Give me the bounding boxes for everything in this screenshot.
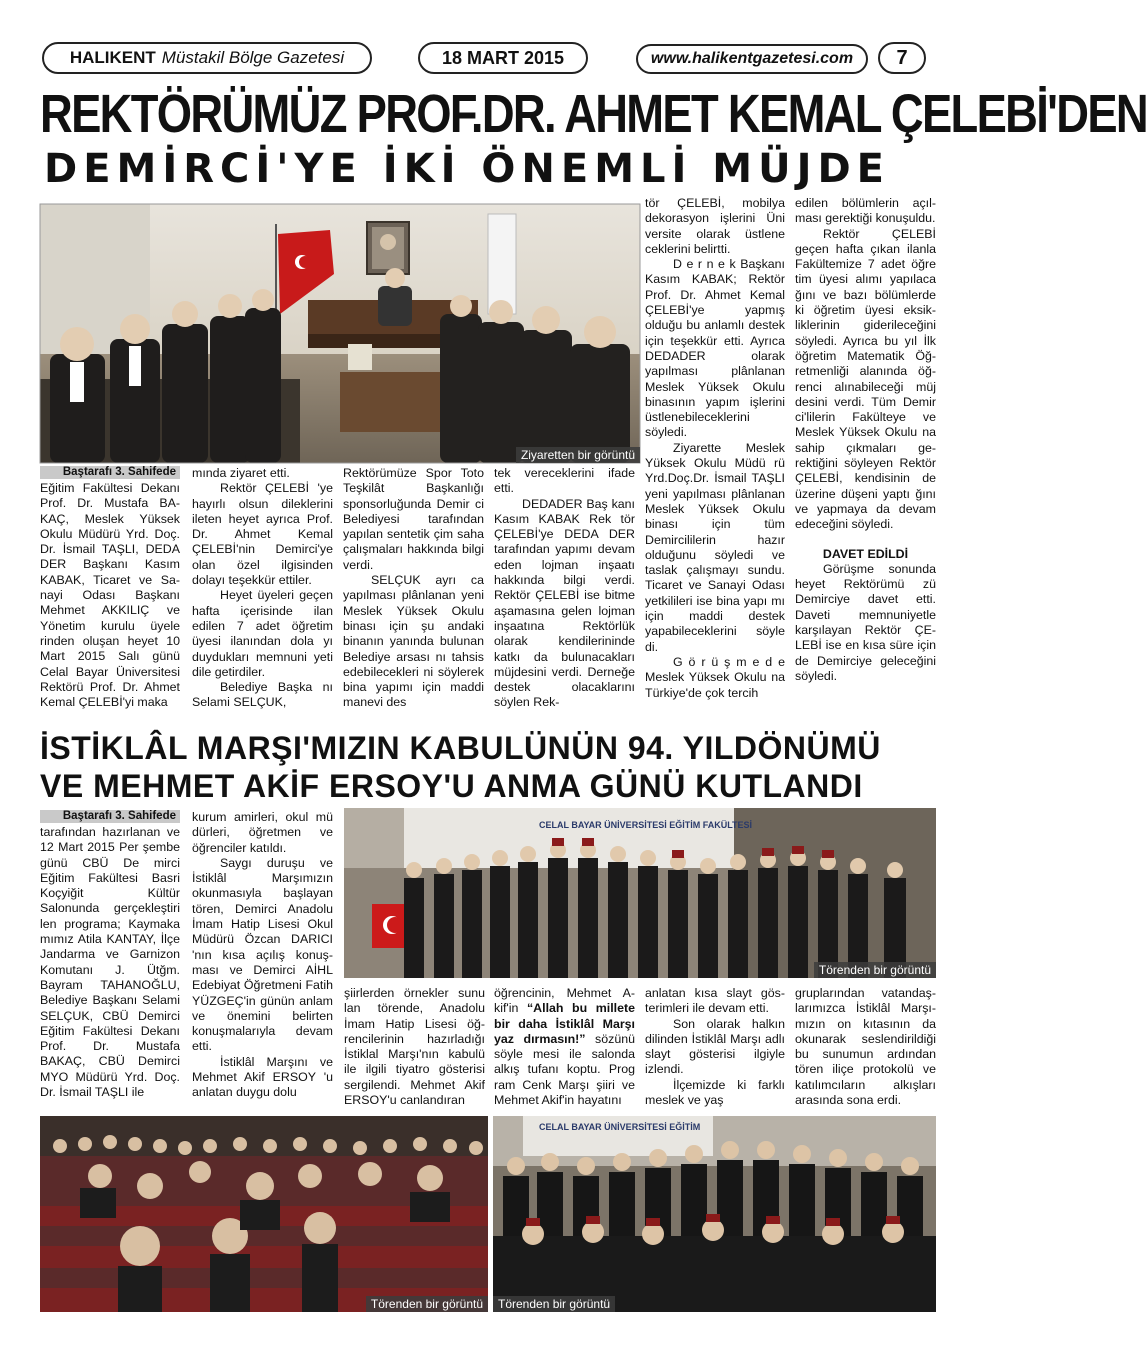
article2-column-5 [645, 986, 785, 1108]
article2-column-6 [795, 986, 936, 1108]
article1-headline: REKTÖRÜMÜZ PROF.DR. AHMET KEMAL ÇELEBİ'DEN [40, 84, 1147, 144]
article1-column-5 [645, 196, 785, 701]
photo-caption: Törenden bir görüntü [814, 962, 936, 978]
article2-column-4 [494, 986, 635, 1108]
article1-text: Eğitim Fakültesi Dekanı Prof. Dr. Mustafa BAKAÇ, Meslek Yüksek Okulu Müdürü Yrd. Doç. Dr. İsmail TAŞLI, DEDA DER Başkanı Kasım KABAK, Ticaret ve Sanayi Odası Başkanı Mehmet AKKILIÇ ve Yönetim kurulu üyele rinden oluşan heyet 10 Mart 2015 Salı günü Celal Bayar Üniversitesi Rektörü Prof. Dr. Ahmet Kemal ÇELEBİ'yi maka [40, 481, 180, 710]
photo-caption: Törenden bir görüntü [493, 1296, 615, 1312]
article2-headline: İSTİKLÂL MARŞI'MIZIN KABULÜNÜN 94. YILDÖNÜMÜ [40, 730, 881, 766]
article1-text: Rektör ÇELEBİ geçen hafta çıkan ilanla Fakültemize 7 adet öğre tim üyesi alımı yapılaca ğını ve bazı bölümlerde ki öğretim üyesi eksikliklerinin giderileceğini söyledi. Ayrıca bu yıl İlk öğretim Matematik Öğretmenliği alanında öğrenci alınabileceği müj desini verdi. Tüm Demir ci'lilerin Fakülteye ve Meslek Yüksek Okulu na sahip çıkmaları gerektiğini söyleyen Rektör ÇELEBİ, kendisinin de üzerine düşeni yaptı ğını ve yapmaya da devam edeceğini söyledi. [795, 226, 936, 532]
article1-text: Rektör ÇELEBİ 'ye hayırlı olsun dileklerini ileten heyet ayrıca Prof. Dr. Ahmet Kemal ÇELEBİ'nin Demirci'ye olan özel ilgisinden dolayı teşekkür ettiler. [192, 481, 333, 588]
article2-subheadline: VE MEHMET AKİF ERSOY'U ANMA GÜNÜ KUTLANDI [40, 768, 863, 804]
article1-text: G ö r ü ş m e d e Meslek Yüksek Okulu na Türkiye'de çok tercih [645, 654, 785, 700]
article1-text: Görüşme sonunda heyet Rektörümü zü Demirciye davet etti. Daveti memnuniyetle karşılayan Rektör ÇELEBİ ise en kısa süre için de Demirciye geleceğini söyledi. [795, 561, 936, 683]
article2-text: İstiklâl Marşını ve Mehmet Akif ERSOY 'u anlatan duygu dolu [192, 1054, 333, 1100]
article1-text: edilen bölümlerin açılması gerektiği konuşuldu. [795, 196, 936, 226]
article2-text: şiirlerden örnekler sunu lan törende, Anadolu İmam Hatip Lisesi öğrencilerinin hazırladığı İstiklal Marşı'nın kabulü ile ilgili tiyatro gösterisi sergilendi. Mehmet Akif ERSOY'u canlandıran [344, 986, 485, 1108]
ceremony-photo-students [493, 1116, 936, 1312]
masthead [42, 42, 372, 74]
article1-photo [40, 204, 640, 463]
article2-text: Son olarak halkın dilinden İstiklâl Marşı adlı slayt gösterisi ilgiyle izlendi. [645, 1016, 785, 1077]
office-visit-image [40, 204, 640, 463]
article1-column-1 [40, 466, 180, 710]
article2-text: kurum amirleri, okul mü dürleri, öğretmen ve öğrenciler katıldı. [192, 810, 333, 855]
article1-text: DEDADER Baş kanı Kasım KABAK Rek tör ÇELEBİ'ye DEDA DER tarafından yapımı devam eden lojman inşaatı hakkında bilgi verdi. Rektör ÇELEBİ ise bitme aşamasına gelen lojman inşaatına Rektörlük olarak kendilerininde katkı da bulunacakları müjdesini verdi. Derneğe destek olacaklarını söylen Rek- [494, 496, 635, 710]
photo-caption: Ziyaretten bir görüntü [516, 447, 640, 463]
students-group-image [493, 1116, 936, 1312]
audience-image [40, 1116, 488, 1312]
article2-text [494, 986, 635, 1108]
page-number: 7 [878, 42, 926, 74]
ceremony-photo-main [344, 808, 936, 978]
article2-text: tarafından hazırlanan ve 12 Mart 2015 Per şembe günü CBÜ De mirci Eğitim Fakültesi Basri Koçyiğit Kültür Salonunda gerçekleştiri len programa; Kaymaka mımız Atila KANTAY, İlçe Jandarma ve Garnizon Komutanı J. Ütğm. Bayram TAHANOĞLU, Belediye Başkanı Selami SELÇUK, CBÜ Demirci Eğitim Fakültesi Dekanı Prof. Dr. Mustafa BAKAÇ, CBÜ Demirci MYO Müdürü Yrd. Doç. Dr. İsmail TAŞLI ile [40, 825, 180, 1100]
article1-text: Rektörümüze Spor Toto Teşkilât Başkanlığı sponsorluğunda Demir ci Belediyesi tarafından yapılan sentetik çim saha çalışmaları hakkında bilgi verdi. [343, 466, 484, 572]
article1-column-2 [192, 466, 333, 711]
article2-column-2 [192, 810, 333, 1101]
article1-text: Ziyarette Meslek Yüksek Okulu Müdü rü Yrd.Doç.Dr. İsmail TAŞLI yeni yapılması plânlanan Meslek Yüksek Okulu binası için tüm Demircililerin hazır olduğunu söyledi ve taslak çalışmayı sundu. Ticaret ve Sanayi Odası yetkilileri ise bina yapı mı için maddi destek yapabileceklerini söyle di. [645, 440, 785, 654]
article1-column-3 [343, 466, 484, 711]
akif-quote: “Allah bu millete bir daha İstiklâl Marşı yaz dırmasın!” [494, 1001, 635, 1046]
ceremony-group-image [344, 808, 936, 978]
article2-text: gruplarından vatandaşlarımızca İstiklâl Marşımızın on kıtasının da okunarak seslendirildiği bu sunumun ardından tören iliçe protokolü ve katılımcıların alkışları arasında sona erdi. [795, 986, 936, 1108]
article2-text: Saygı duruşu ve İstiklâl Marşımızın okunmasıyla başlayan tören, Demirci Anadolu İmam Hatip Lisesi Okul Müdürü Özcan DARICI 'nın kısa açılış konuşması ve Demirci AİHL Edebiyat Öğretmeni Fatih YÜZGEÇ'in günün anlam ve önemini belirten konuşmalarıyla devam etti. [192, 855, 333, 1054]
banner-text: CELAL BAYAR ÜNİVERSİTESİ EĞİTİM FAKÜLTESİ [539, 820, 753, 830]
article1-text: tek vereceklerini ifade etti. [494, 466, 635, 496]
article1-text: SELÇUK ayrı ca yapılması plânlanan yeni Meslek Yüksek Okulu binası için şu andaki binanın yanında bulunan Belediye arsası nı tahsis edebilecekleri ni söylerek bina yapımı için maddi manevi des [343, 573, 484, 710]
article1-text: Belediye Başka nı Selami SELÇUK, [192, 680, 333, 710]
ceremony-photo-audience [40, 1116, 488, 1312]
article1-text: tör ÇELEBİ, mobilya dekorasyon işlerini Üni versite olarak üstlene ceklerini belirtti. [645, 196, 785, 256]
article1-column-6 [795, 196, 936, 684]
article1-text: mında ziyaret etti. [192, 466, 290, 480]
banner-text: CELAL BAYAR ÜNİVERSİTESİ EĞİTİM [539, 1122, 701, 1132]
paper-subtitle: Müstakil Bölge Gazetesi [161, 48, 345, 67]
article2-text: anlatan kısa slayt gösterimleri ile devam etti. [645, 986, 785, 1016]
website-link[interactable]: www.halikentgazetesi.com [636, 44, 868, 74]
article1-subheading: DAVET EDİLDİ [822, 546, 909, 561]
article2-column-1 [40, 810, 180, 1100]
issue-date: 18 MART 2015 [418, 42, 588, 74]
article1-column-4 [494, 466, 635, 711]
article2-text-b: sözünü söyle mesi ile salonda alkış tufanı koptu. Prog ram Cenk Marşı şiiri ve Mehmet Akif'in hayatını [494, 1031, 635, 1108]
article2-text-a: öğrencinin, Mehmet Akif'in [494, 986, 635, 1016]
paper-name: HALIKENT [69, 48, 156, 67]
photo-caption: Törenden bir görüntü [366, 1296, 488, 1312]
article1-subheadline: DEMİRCİ'YE İKİ ÖNEMLİ MÜJDE [44, 146, 891, 192]
article1-text: Heyet üyeleri geçen hafta içerisinde ilan edilen 7 adet öğretim üyesi ilanından dola yı duydukları memnuni yeti dile getirdiler. [192, 588, 333, 679]
continued-tag: Baştarafı 3. Sahifede [40, 810, 180, 823]
article1-text: D e r n e k Başkanı Kasım KABAK; Rektör Prof. Dr. Ahmet Kemal ÇELEBİ'ye yapmış olduğu bu anlamlı destek için teşekkür etti. Ayrıca DEDADER olarak yapılması plânlanan Meslek Yüksek Okulu binasının yapım işlerini üstlenebileceklerini söyledi. [645, 257, 785, 440]
continued-tag: Baştarafı 3. Sahifede [40, 466, 180, 479]
article2-text: İlçemizde ki farklı meslek ve yaş [645, 1077, 785, 1108]
article2-column-3 [344, 986, 485, 1108]
